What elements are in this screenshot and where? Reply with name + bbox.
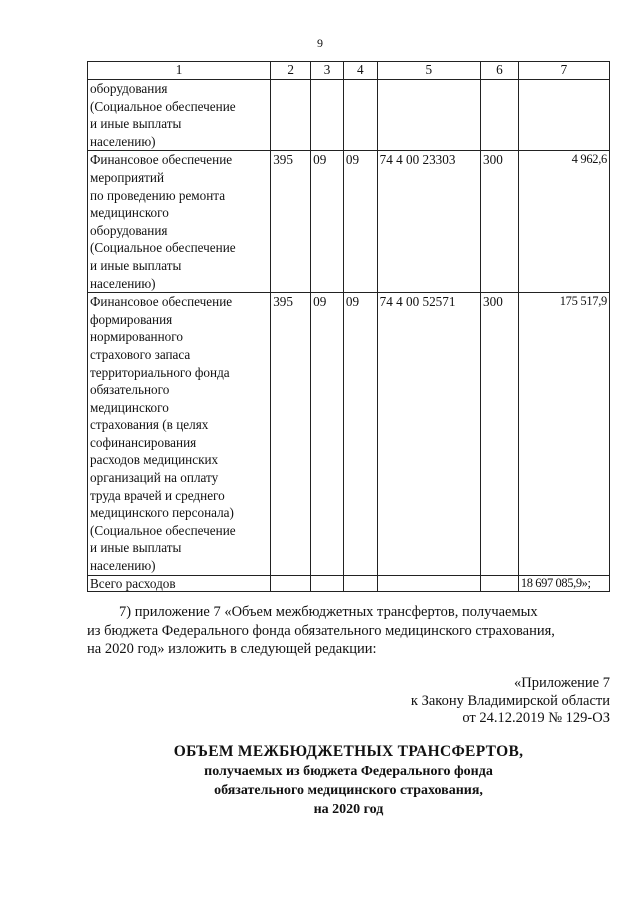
section-cell: 09 bbox=[311, 293, 344, 576]
text-line: медицинского персонала) bbox=[90, 505, 234, 521]
text-line: нормированного bbox=[90, 329, 183, 345]
section-cell: 09 bbox=[311, 151, 344, 293]
subsection-cell: 09 bbox=[343, 293, 377, 576]
table-row bbox=[88, 80, 610, 151]
ministry-code-cell: 395 bbox=[271, 293, 311, 576]
expense-name-cell bbox=[88, 151, 271, 293]
column-header: 5 bbox=[377, 62, 480, 80]
subsection-cell bbox=[343, 80, 377, 151]
text-line: (Социальное обеспечение bbox=[90, 98, 236, 114]
expense-type-cell: 300 bbox=[481, 151, 519, 293]
table-row bbox=[88, 293, 610, 576]
text-line: и иные выплаты bbox=[90, 540, 182, 556]
expense-type-cell bbox=[481, 80, 519, 151]
amount-cell bbox=[518, 80, 609, 151]
empty-cell bbox=[271, 575, 311, 591]
paragraph-line: на 2020 год» изложить в следующей редакции: bbox=[87, 641, 377, 657]
text-line: медицинского bbox=[90, 205, 169, 221]
text-line: обязательного bbox=[90, 382, 170, 398]
ministry-code-cell bbox=[271, 80, 311, 151]
amendment-paragraph bbox=[87, 603, 610, 659]
paragraph-line: 7) приложение 7 «Объем межбюджетных трансфертов, получаемых bbox=[119, 604, 538, 620]
text-line: медицинского bbox=[90, 399, 169, 415]
heading-title: ОБЪЕМ МЕЖБЮДЖЕТНЫХ ТРАНСФЕРТОВ, bbox=[173, 743, 524, 760]
amount-cell: 175 517,9 bbox=[518, 293, 609, 576]
empty-cell bbox=[377, 575, 480, 591]
section-heading bbox=[87, 742, 610, 819]
table-row bbox=[88, 151, 610, 293]
text-line: труда врачей и среднего bbox=[90, 487, 225, 503]
total-value: 18 697 085,9»; bbox=[518, 575, 609, 591]
text-line: (Социальное обеспечение bbox=[90, 522, 236, 538]
total-label: Всего расходов bbox=[88, 575, 271, 591]
heading-line: получаемых из бюджета Федерального фонда bbox=[204, 764, 493, 779]
section-cell bbox=[311, 80, 344, 151]
text-line: оборудования bbox=[90, 81, 168, 96]
text-line: населению) bbox=[90, 275, 156, 291]
text-line: населению) bbox=[90, 558, 156, 574]
text-line: страхования (в целях bbox=[90, 417, 209, 433]
text-line: оборудования bbox=[90, 222, 168, 238]
column-header: 3 bbox=[311, 62, 344, 80]
appendix-line: к Закону Владимирской области bbox=[410, 692, 610, 709]
text-line: (Социальное обеспечение bbox=[90, 240, 236, 256]
expense-type-cell: 300 bbox=[481, 293, 519, 576]
expense-name-cell bbox=[88, 293, 271, 576]
text-line: мероприятий bbox=[90, 169, 165, 185]
text-line: организаций на оплату bbox=[90, 470, 219, 486]
column-header: 1 bbox=[88, 62, 271, 80]
text-line: и иные выплаты bbox=[90, 257, 182, 273]
text-line: формирования bbox=[90, 311, 173, 327]
heading-line: обязательного медицинского страхования, bbox=[214, 783, 483, 798]
target-article-cell: 74 4 00 52571 bbox=[377, 293, 480, 576]
empty-cell bbox=[481, 575, 519, 591]
column-header: 4 bbox=[343, 62, 377, 80]
text-line: софинансирования bbox=[90, 434, 197, 450]
column-header: 7 bbox=[518, 62, 609, 80]
appendix-line: «Приложение 7 bbox=[514, 675, 610, 691]
empty-cell bbox=[311, 575, 344, 591]
expense-name-cell bbox=[88, 80, 271, 151]
text-line: расходов медицинских bbox=[90, 452, 219, 468]
text-line: по проведению ремонта bbox=[90, 187, 226, 203]
text-line: Финансовое обеспечение bbox=[90, 294, 233, 310]
text-line: Финансовое обеспечение bbox=[90, 152, 233, 168]
subsection-cell: 09 bbox=[343, 151, 377, 293]
column-header: 6 bbox=[481, 62, 519, 80]
column-header: 2 bbox=[271, 62, 311, 80]
target-article-cell bbox=[377, 80, 480, 151]
target-article-cell: 74 4 00 23303 bbox=[377, 151, 480, 293]
empty-cell bbox=[343, 575, 377, 591]
amount-cell: 4 962,6 bbox=[518, 151, 609, 293]
text-line: и иные выплаты bbox=[90, 116, 182, 132]
heading-line: на 2020 год bbox=[313, 802, 384, 817]
expenditure-table bbox=[87, 61, 610, 592]
table-header-row bbox=[88, 62, 610, 80]
text-line: населению) bbox=[90, 133, 156, 149]
page-number: 9 bbox=[317, 36, 323, 50]
ministry-code-cell: 395 bbox=[271, 151, 311, 293]
text-line: территориального фонда bbox=[90, 364, 230, 380]
total-row bbox=[88, 575, 610, 591]
paragraph-line: из бюджета Федерального фонда обязательного медицинского страхования, bbox=[87, 622, 555, 639]
appendix-reference bbox=[378, 675, 610, 728]
appendix-line: от 24.12.2019 № 129-ОЗ bbox=[462, 710, 610, 726]
text-line: страхового запаса bbox=[90, 346, 191, 362]
